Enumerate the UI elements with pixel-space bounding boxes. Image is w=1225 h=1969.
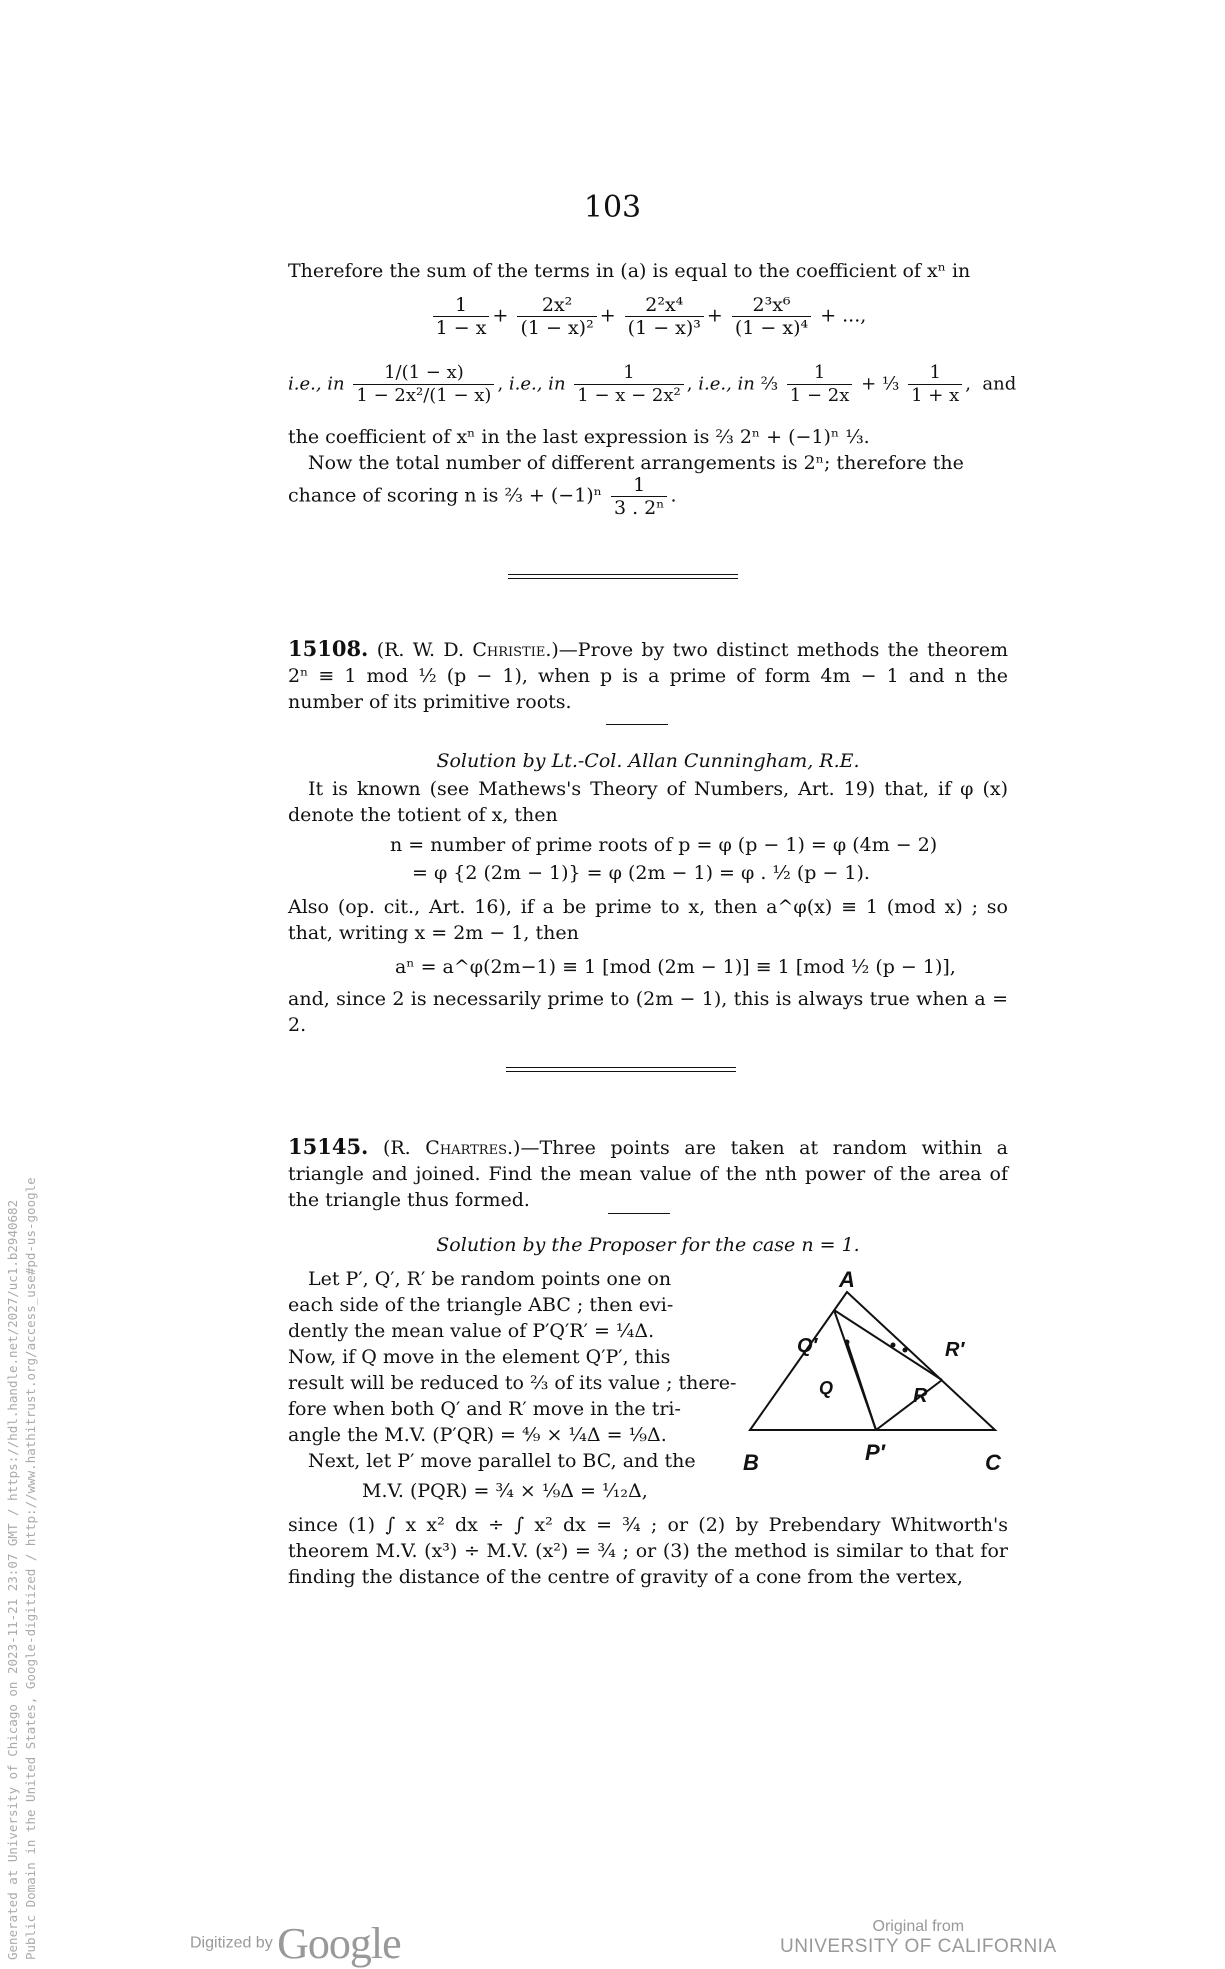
label-A: A [839,1267,855,1292]
continuation-line-1: Therefore the sum of the terms in (a) is equal to the coefficient of xⁿ in [288,260,971,282]
label-Qprime: Q′ [797,1335,818,1357]
series-tail: + ..., [820,304,867,327]
ie-label-2: i.e., in [508,373,566,395]
segment-r-pprime [876,1380,942,1430]
watermark-line-1: Generated at University of Chicago on 2023-11-21 23:07 GMT / https://hdl.handle.net/2027/uc1.b2940682 [5,1199,20,1960]
short-rule-2 [608,1213,670,1214]
label-Pprime: P′ [865,1440,885,1465]
series-term-1: $\frac{1}{1 - x}$ [433,294,490,339]
original-from [780,1918,1057,1958]
coefficient-line: the coefficient of xⁿ in the last expression is ⅔ 2ⁿ + (−1)ⁿ ⅓. [288,426,870,448]
label-R: R [913,1385,928,1407]
total-arrangements-line: Now the total number of different arrangements is 2ⁿ; therefore the [308,452,964,474]
solution-15108-heading: Solution by Lt.-Col. Allan Cunningham, R.E. [436,750,860,772]
series-term-2: $\frac{\text{2x²}}{\text{(1 − x)²}}$ [517,294,596,339]
solution-15108-eq-3: aⁿ = a^φ(2m−1) ≡ 1 [mod (2m − 1)] ≡ 1 [mod ½ (p − 1)], [395,956,956,978]
original-from-label: Original from [872,1918,965,1935]
solution-15145-line-7: angle the M.V. (P′QR) = ⁴⁄₉ × ¼Δ = ⅑Δ. [288,1424,667,1446]
side-watermark [4,1177,40,1960]
solution-15108-para-1: It is known (see Mathews's Theory of Numbers, Art. 19) that, if φ (x) denote the totient of x, then [288,778,1008,826]
google-logo: Google [277,1919,401,1968]
ie-fraction-2: $\frac{1}{\text{1 − x − 2x²}}$ [574,362,683,407]
watermark-line-2: Public Domain in the United States, Google-digitized / http://www.hathitrust.org/access_use#pd-us-google [23,1177,38,1960]
section-divider-2 [506,1067,736,1072]
segment-q-pprime [847,1342,876,1430]
series-term-3: $\frac{\text{2²x⁴}}{\text{(1 − x)³}}$ [625,294,704,339]
series-term-4: $\frac{\text{2³x⁶}}{\text{(1 − x)⁴}}$ [732,294,811,339]
series-expression: $\frac{1}{1 - x}$ + $\frac{\text{2x²}}{\text{(1 − x)²}}$ + $\frac{\text{2²x⁴}}{\text{(1 − x)³}}$ + $\frac{\text{2³x⁶}}{\text{(1 − x)⁴}}$ + ..., [288,294,1008,339]
solution-15108-para-3: and, since 2 is necessarily prime to (2m − 1), this is always true when a = 2. [288,988,1008,1036]
chance-fraction: $\frac{1}{\text{3 . 2ⁿ}}$ [611,474,668,519]
solution-15108-para-2: Also (op. cit., Art. 16), if a be prime to x, then a^φ(x) ≡ 1 (mod x) ; so that, writing x = 2m − 1, then [288,896,1008,944]
solution-15145-line-2: each side of the triangle ABC ; then evi- [288,1294,674,1316]
problem-15108-number: 15108. [288,636,369,661]
ie-fraction-3: $\frac{1}{1 - 2x}$ [787,362,853,407]
triangle-abc [750,1292,995,1430]
solution-15145-tail: since (1) ∫ x x² dx ÷ ∫ x² dx = ¾ ; or (2) by Prebendary Whitworth's theorem M.V. (x³) ÷ M.V. (x²) = ¾ ; or (3) the method is similar to that for finding the distance of the centre of gravity of a cone from the vertex, [288,1514,1008,1588]
problem-15145-text: —Three points are taken at random within a triangle and joined. Find the mean value of the nth power of the area of the triangle thus formed. [288,1137,1008,1211]
solution-15145-line-4: Now, if Q move in the element Q′P′, this [288,1346,671,1368]
segment-q-r [834,1310,942,1380]
digitized-by-label: Digitized by [190,1934,273,1952]
point-r-dot [891,1343,896,1348]
problem-15108-statement [288,636,1008,715]
section-divider-1 [508,574,738,579]
solution-15145-heading: Solution by the Proposer for the case n = 1. [436,1234,860,1256]
triangle-figure [735,1030,1025,1490]
ie-fraction-4: $\frac{1}{1 + x}$ [908,362,962,407]
solution-15108-eq-2: = φ {2 (2m − 1)} = φ (2m − 1) = φ . ½ (p − 1). [412,862,870,884]
solution-15145-line-6: fore when both Q′ and R′ move in the tri- [288,1398,681,1420]
ie-line: i.e., in $\frac{1/(1 - x)}{\text{1 − 2x²/(1 − x)}}$ , i.e., in $\frac{1}{\text{1 − x − 2x²}}$ , i.e., in ⅔ $\frac{1}{1 - 2x}$ + ⅓ $\frac{1}{1 + x}$ , and [288,362,1017,406]
problem-15108-text: —Prove by two distinct methods the theorem 2ⁿ ≡ 1 mod ½ (p − 1), when p is a prime of form 4m − 1 and n the number of its primitive roots. [288,639,1009,713]
label-Rprime: R′ [945,1339,965,1361]
problem-15145-number: 15145. [288,1134,369,1159]
ie-label-3: i.e., in [698,373,755,395]
label-C: C [985,1450,1001,1475]
ie-plus-third: + ⅓ [861,373,900,395]
digitized-by-google [190,1918,401,1969]
solution-15145-line-1: Let P′, Q′, R′ be random points one on [308,1268,672,1290]
label-Q: Q [819,1378,834,1398]
university-label: UNIVERSITY OF CALIFORNIA [780,1936,1057,1957]
ie-and: and [982,373,1017,395]
solution-15145-line-5: result will be reduced to ⅔ of its value ; there- [288,1372,737,1394]
point-r-mark [903,1348,908,1353]
ie-label-1: i.e., in [288,373,345,395]
short-rule-1 [606,724,668,725]
problem-15145-author: (R. Chartres.) [382,1137,521,1159]
page-number: 103 [583,190,642,225]
solution-15145-line-8: Next, let P′ move parallel to BC, and the [308,1450,696,1472]
problem-15108-author: (R. W. D. Christie.) [376,639,559,661]
solution-15145-mv-equation: M.V. (PQR) = ¾ × ⅑Δ = ¹⁄₁₂Δ, [362,1480,648,1502]
chance-prefix: chance of scoring n is ⅔ + (−1)ⁿ [288,484,602,507]
solution-15108-eq-1: n = number of prime roots of p = φ (p − 1) = φ (4m − 2) [390,834,938,856]
chance-line: chance of scoring n is ⅔ + (−1)ⁿ $\frac{1}{\text{3 . 2ⁿ}}$ . [288,474,677,519]
point-q-dot [845,1340,850,1345]
ie-coef: ⅔ [760,373,779,395]
label-B: B [743,1450,759,1475]
solution-15145-line-3: dently the mean value of P′Q′R′ = ¼Δ. [288,1320,655,1342]
ie-fraction-1: $\frac{1/(1 - x)}{\text{1 − 2x²/(1 − x)}}$ [353,362,494,407]
